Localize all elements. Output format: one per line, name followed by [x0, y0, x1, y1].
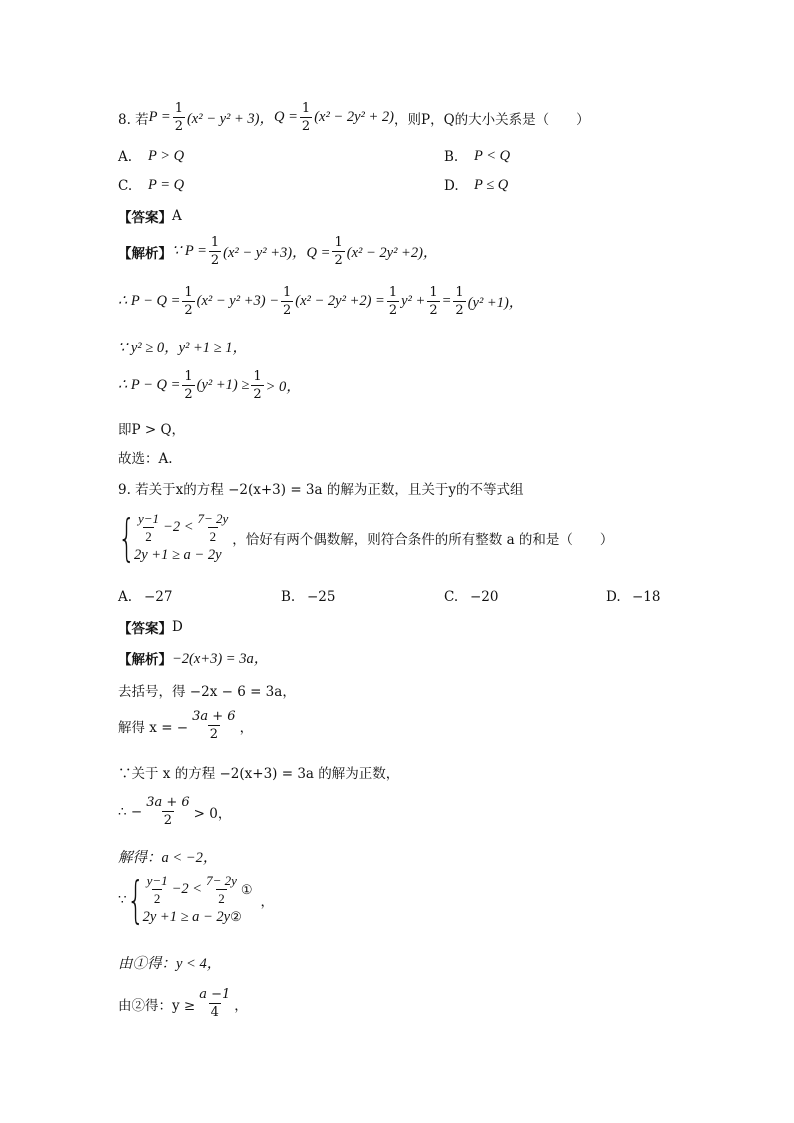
q8-option-c: C. P = Q	[118, 177, 185, 194]
fraction: $\frac{1}{2}$	[210, 235, 220, 268]
q9-stem: 9. 若关于x的方程 −2(x+3) = 3a 的解为正数，且关于y的不等式组	[118, 482, 524, 498]
q9-option-b: B. −25	[281, 589, 336, 605]
q9-analysis-line-3: 解得 x = − $\frac{3a + 6}{2}$ ，	[118, 709, 254, 742]
q9-option-c: C. −20	[444, 589, 499, 605]
q9-analysis-line-2: 去括号，得 −2x − 6 = 3a，	[118, 684, 296, 700]
answer-value: A	[172, 208, 182, 224]
q9-inequality-system	[118, 509, 614, 567]
q8-option-a: A. P > Q	[118, 148, 185, 165]
q9-answer	[118, 617, 183, 637]
fraction: $\frac{1}{2}$	[184, 369, 193, 402]
q8-stem	[118, 102, 590, 133]
q8-analysis-line-2: ∴ P − Q = $\frac{1}{2}$ (x² − y² +3) − $\frac{1}{2}$ (x² − 2y² +2) = $\frac{1}{2}$ y² + $\frac{1}{2}$ = $\frac{1}{2}$ (y² +1)，	[118, 285, 524, 318]
q8-option-d: D. P ≤ Q	[444, 177, 509, 194]
q8-tail: ，则P，Q的大小关系是（ ）	[393, 111, 590, 128]
q9-stem-tail: ，恰好有两个偶数解，则符合条件的所有整数 a 的和是（ ）	[232, 532, 614, 548]
q9-analysis-line-9: 由②得：y ≥ $\frac{a -1}{4}$ ，	[118, 987, 248, 1020]
inequality-system: { $\frac{y-1}{2}$ −2 < $\frac{7- 2y}{2}$ 2y +1 ≥ a − 2y	[118, 509, 229, 567]
fraction: $\frac{1}{2}$	[301, 101, 311, 134]
q8-answer	[118, 206, 182, 226]
q8-analysis-line-6: 故选：A.	[118, 451, 173, 467]
fraction: $\frac{1}{2}$	[174, 101, 183, 134]
answer-tag: 【答案】	[118, 621, 172, 637]
q8-analysis-line-5: 即P > Q，	[118, 422, 186, 438]
q8-analysis-line-3: ∵ y² ≥ 0，y² +1 ≥ 1，	[118, 340, 247, 356]
q8-analysis-line-1: 【解析】 ∵ P = $\frac{1}{2}$ (x² − y² +3)，Q = $\frac{1}{2}$ (x² − 2y² +2)，	[118, 235, 438, 268]
q9-option-a: A. −27	[118, 589, 173, 605]
q9-analysis-line-4: ∵关于 x 的方程 −2(x+3) = 3a 的解为正数，	[118, 766, 400, 782]
analysis-tag: 【解析】	[118, 245, 172, 262]
fraction: $\frac{1}{2}$	[282, 285, 292, 318]
q9-analysis-line-1: 【解析】 −2(x+3) = 3a，	[118, 647, 268, 668]
analysis-tag: 【解析】	[118, 651, 172, 668]
q9-option-d: D. −18	[606, 589, 661, 605]
fraction: $\frac{1}{2}$	[253, 369, 262, 402]
q9-analysis-line-8: 由①得：y < 4，	[118, 956, 222, 972]
q9-analysis-line-7: ∵ { $\frac{y-1}{2}$ −2 < $\frac{7- 2y}{2}$ ① 2y +1 ≥ a − 2y② ，	[118, 871, 275, 929]
q8-number: 8. 若	[118, 111, 149, 128]
q8-analysis-line-4: ∴ P − Q = $\frac{1}{2}$ (y² +1) ≥ $\frac{1}{2}$ > 0，	[118, 369, 301, 402]
q8-q-expr: (x² − 2y² + 2)	[314, 109, 394, 125]
q8-q-def: Q =	[274, 109, 298, 125]
fraction: $\frac{1}{2}$	[429, 285, 438, 318]
q9-analysis-line-6: 解得：a < −2，	[118, 850, 218, 866]
q9-analysis-line-5: ∴ − $\frac{3a + 6}{2}$ > 0，	[118, 795, 232, 828]
q8-p-expr: (x² − y² + 3)，	[186, 111, 275, 127]
answer-value: D	[172, 619, 183, 635]
answer-tag: 【答案】	[118, 210, 172, 226]
fraction: $\frac{1}{2}$	[334, 235, 343, 268]
fraction: $\frac{1}{2}$	[184, 285, 193, 318]
fraction: $\frac{1}{2}$	[388, 285, 398, 318]
fraction: $\frac{1}{2}$	[455, 285, 464, 318]
inequality-system: { $\frac{y-1}{2}$ −2 < $\frac{7- 2y}{2}$ ① 2y +1 ≥ a − 2y②	[126, 871, 253, 929]
q8-option-b: B. P < Q	[444, 148, 511, 165]
q8-p-def: P =	[148, 109, 171, 125]
